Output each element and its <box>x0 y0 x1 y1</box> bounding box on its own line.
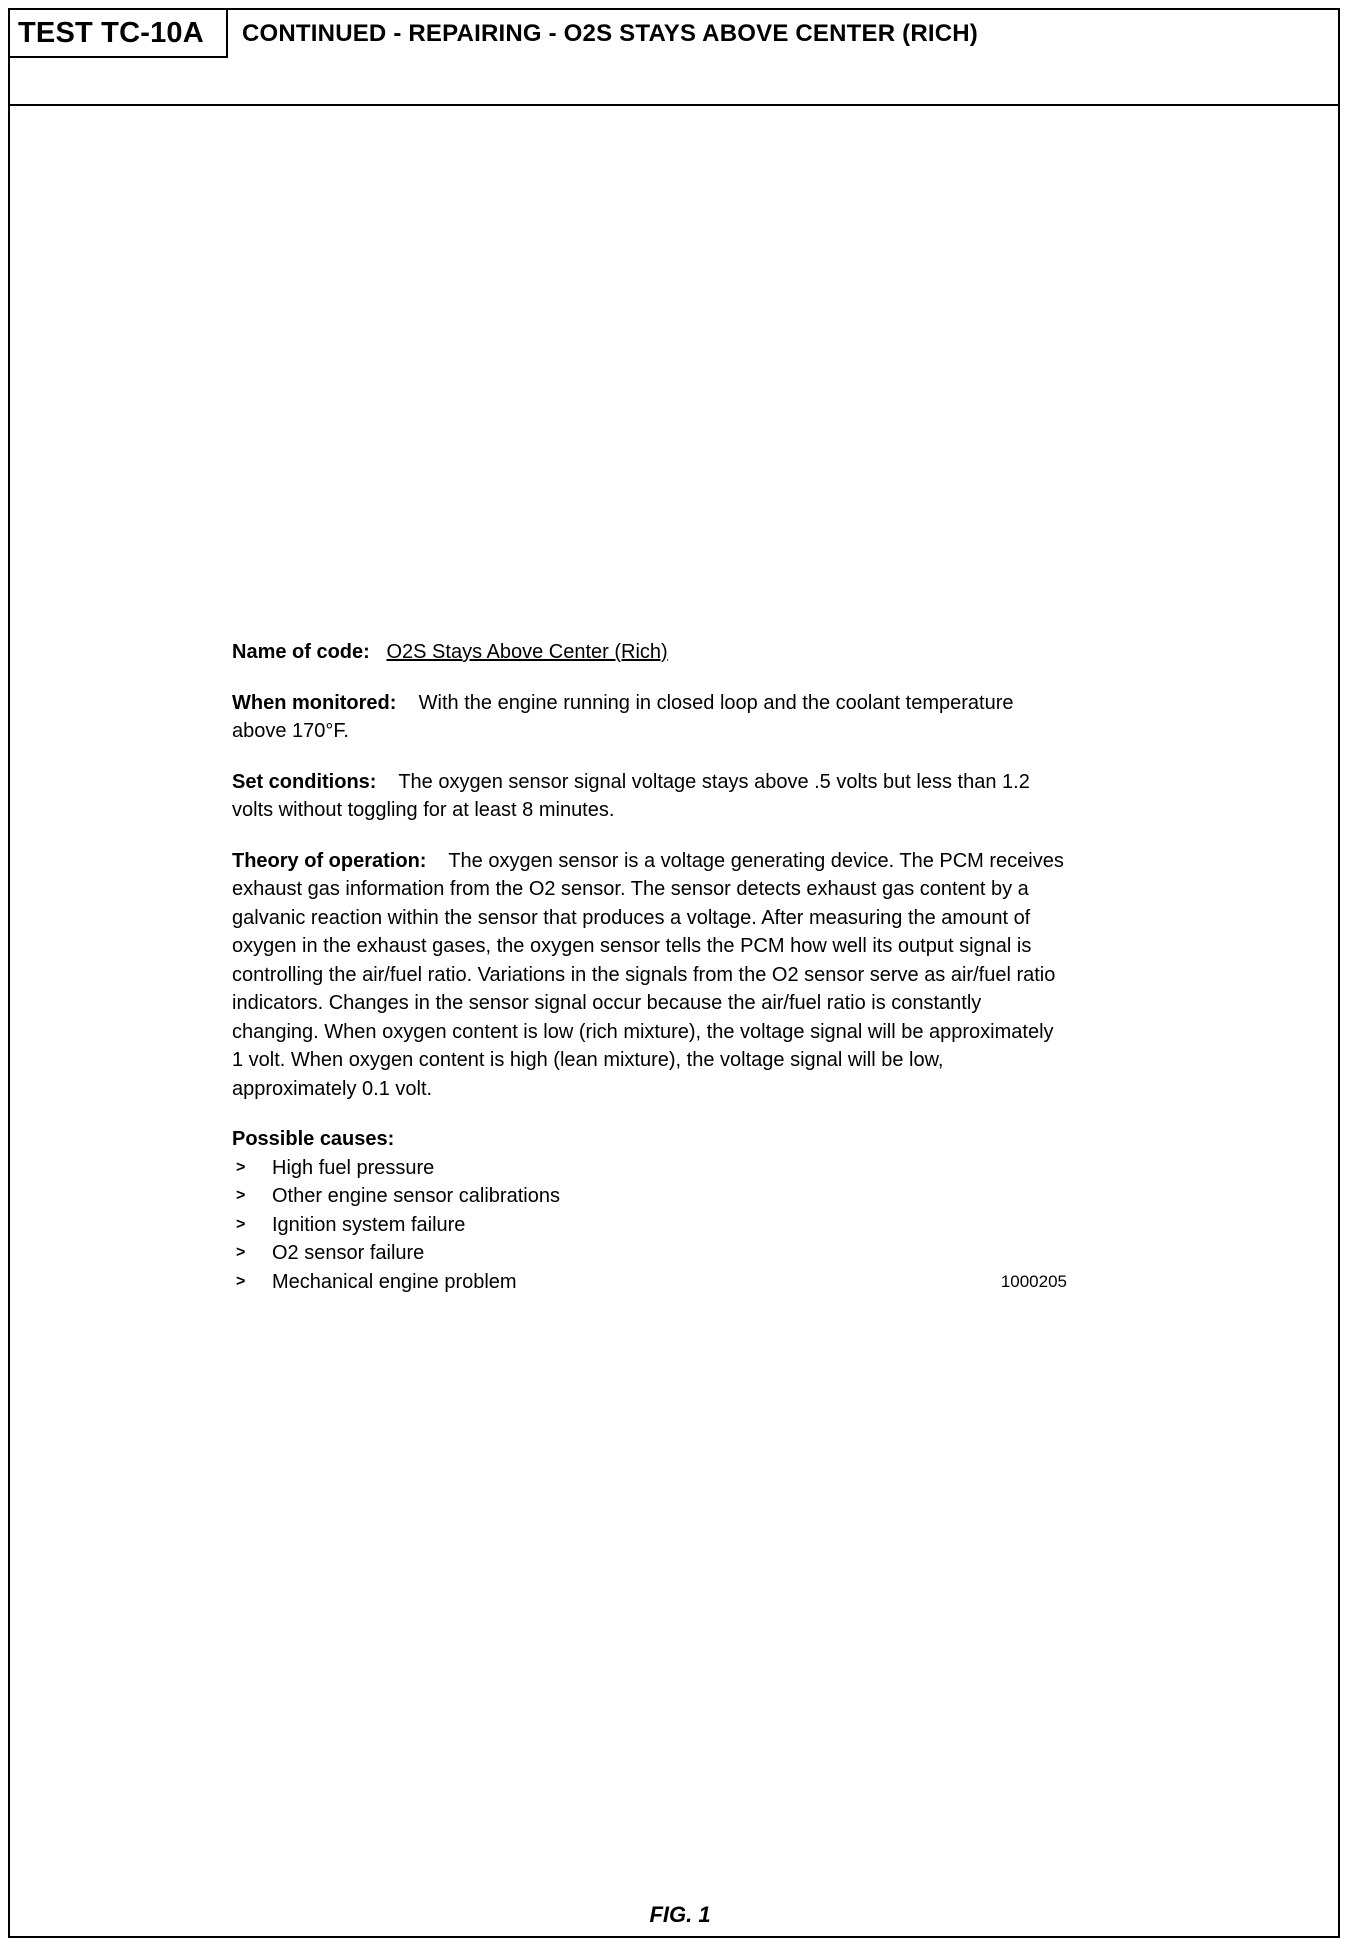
bullet-marker: > <box>236 1158 246 1176</box>
possible-causes-list <box>232 1154 1067 1297</box>
name-of-code-label: Name of code: <box>232 641 370 663</box>
list-item <box>232 1154 1067 1183</box>
header-title: CONTINUED - REPAIRING - O2S STAYS ABOVE CENTER (RICH) <box>242 20 978 47</box>
figure-caption: FIG. 1 <box>649 1902 711 1927</box>
theory-of-operation-label: Theory of operation: <box>232 849 427 872</box>
bullet-marker: > <box>236 1215 246 1233</box>
cause-text: Other engine sensor calibrations <box>272 1185 560 1207</box>
bullet-marker: > <box>236 1187 246 1204</box>
test-id-box: TEST TC-10A <box>8 8 228 58</box>
list-item <box>232 1211 1067 1240</box>
possible-causes-section <box>232 1125 1067 1296</box>
list-item <box>232 1239 1067 1268</box>
cause-text: O2 sensor failure <box>272 1242 425 1264</box>
set-conditions-text: The oxygen sensor signal voltage stays above .5 volts but less than 1.2 volts without toggling for at least 8 minutes. <box>232 770 1030 821</box>
bullet-marker: > <box>236 1272 246 1290</box>
cause-text: High fuel pressure <box>272 1156 435 1179</box>
cause-text: Ignition system failure <box>272 1213 466 1236</box>
list-item <box>232 1182 1067 1211</box>
list-item <box>232 1268 1067 1297</box>
set-conditions-label: Set conditions: <box>232 770 377 793</box>
name-of-code-value: O2S Stays Above Center (Rich) <box>386 641 668 663</box>
content-body <box>232 638 1067 1296</box>
possible-causes-label: Possible causes: <box>232 1128 395 1150</box>
when-monitored-section <box>232 689 1067 746</box>
name-of-code-section <box>232 638 1067 667</box>
theory-of-operation-section <box>232 847 1067 1104</box>
bullet-marker: > <box>236 1244 246 1261</box>
set-conditions-section <box>232 768 1067 825</box>
header-bar <box>10 10 1338 106</box>
cause-text: Mechanical engine problem <box>272 1270 517 1293</box>
when-monitored-text: With the engine running in closed loop and the coolant temperature above 170°F. <box>232 691 1014 742</box>
when-monitored-label: When monitored: <box>232 691 397 714</box>
theory-of-operation-text: The oxygen sensor is a voltage generating device. The PCM receives exhaust gas information from the O2 sensor. The sensor detects exhaust gas content by a galvanic reaction within the sensor that produces a voltage. After measuring the amount of oxygen in the exhaust gases, the oxygen sensor tells the PCM how well its output signal is controlling the air/fuel ratio. Variations in the signals from the O2 sensor serve as air/fuel ratio indicators. Changes in the sensor signal occur because the air/fuel ratio is constantly changing. When oxygen content is low (rich mixture), the voltage signal will be approximately 1 volt. When oxygen content is high (lean mixture), the voltage signal will be low, approximately 0.1 volt. <box>232 849 1064 1100</box>
reference-number: 1000205 <box>1000 1271 1067 1291</box>
